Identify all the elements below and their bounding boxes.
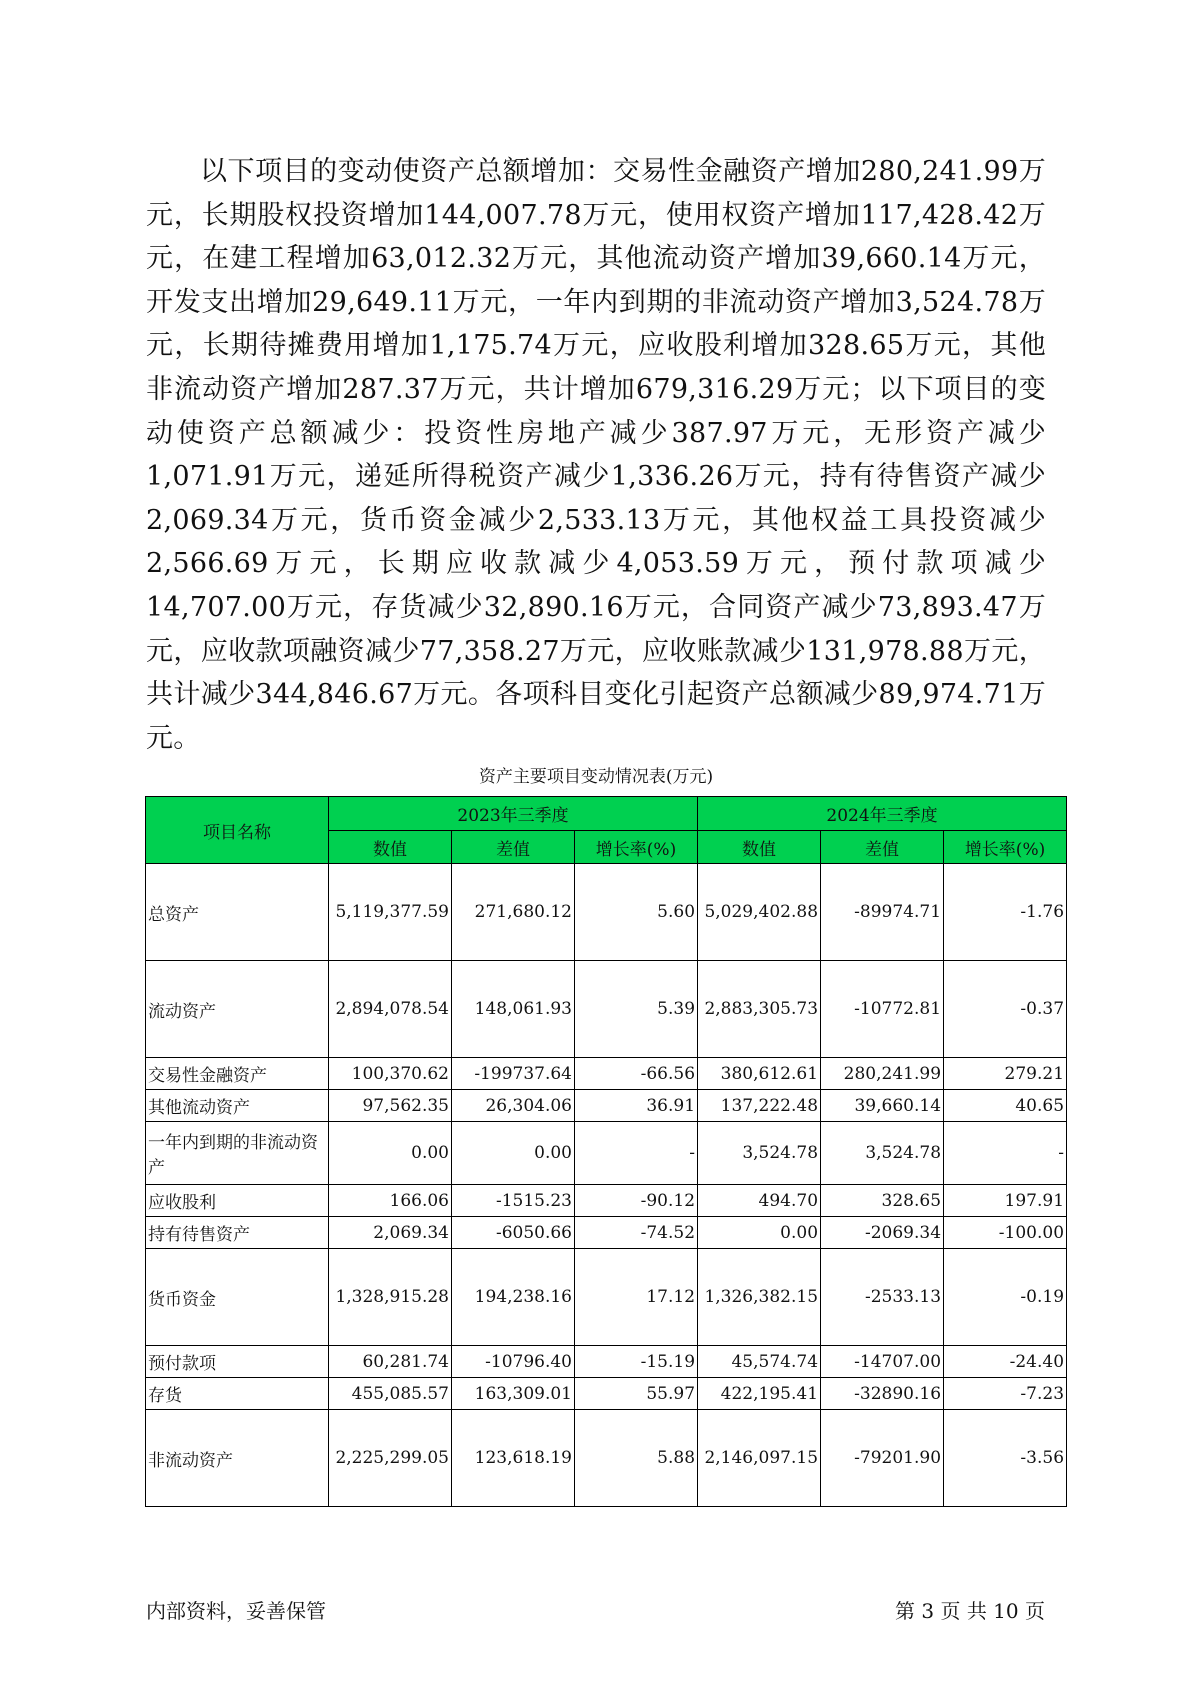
header-period-2023: 2023年三季度 <box>329 797 698 831</box>
cell-diff-2024: -14707.00 <box>821 1346 944 1378</box>
table-row <box>146 1217 1067 1249</box>
cell-value-2023: 0.00 <box>329 1122 452 1185</box>
row-label: 应收股利 <box>146 1185 329 1217</box>
cell-diff-2023: 271,680.12 <box>452 864 575 961</box>
table-row <box>146 1185 1067 1217</box>
cell-value-2024: 5,029,402.88 <box>698 864 821 961</box>
header-period-2024: 2024年三季度 <box>698 797 1067 831</box>
asset-change-table <box>145 796 1067 1507</box>
cell-value-2023: 166.06 <box>329 1185 452 1217</box>
cell-rate-2024: 279.21 <box>944 1058 1067 1090</box>
table-row <box>146 1122 1067 1185</box>
cell-diff-2023: -10796.40 <box>452 1346 575 1378</box>
table-row <box>146 1249 1067 1346</box>
cell-diff-2024: -10772.81 <box>821 961 944 1058</box>
body-paragraph: 以下项目的变动使资产总额增加：交易性金融资产增加280,241.99万元，长期股权投资增加144,007.78万元，使用权资产增加117,428.42万元，在建工程增加63,012.32万元，其他流动资产增加39,660.14万元，开发支出增加29,649.11万元，一年内到期的非流动资产增加3,524.78万元，长期待摊费用增加1,175.74万元，应收股利增加328.65万元，其他非流动资产增加287.37万元，共计增加679,316.29万元；以下项目的变动使资产总额减少：投资性房地产减少387.97万元，无形资产减少1,071.91万元，递延所得税资产减少1,336.26万元，持有待售资产减少2,069.34万元，货币资金减少2,533.13万元，其他权益工具投资减少2,566.69万元，长期应收款减少4,053.59万元，预付款项减少14,707.00万元，存货减少32,890.16万元，合同资产减少73,893.47万元，应收款项融资减少77,358.27万元，应收账款减少131,978.88万元，共计减少344,846.67万元。各项科目变化引起资产总额减少89,974.71万元。 <box>146 156 1046 754</box>
header-diff-2024: 差值 <box>821 831 944 864</box>
cell-diff-2023: 148,061.93 <box>452 961 575 1058</box>
cell-value-2023: 2,225,299.05 <box>329 1410 452 1507</box>
header-rate-2024: 增长率(%) <box>944 831 1067 864</box>
row-label: 货币资金 <box>146 1249 329 1346</box>
header-value-2023: 数值 <box>329 831 452 864</box>
cell-value-2023: 2,069.34 <box>329 1217 452 1249</box>
cell-diff-2023: -199737.64 <box>452 1058 575 1090</box>
row-label: 预付款项 <box>146 1346 329 1378</box>
cell-rate-2024: -7.23 <box>944 1378 1067 1410</box>
cell-rate-2024: 40.65 <box>944 1090 1067 1122</box>
cell-diff-2024: -2533.13 <box>821 1249 944 1346</box>
table-row <box>146 1410 1067 1507</box>
cell-diff-2024: -89974.71 <box>821 864 944 961</box>
cell-value-2023: 2,894,078.54 <box>329 961 452 1058</box>
cell-diff-2024: 280,241.99 <box>821 1058 944 1090</box>
cell-rate-2023: - <box>575 1122 698 1185</box>
cell-rate-2023: 17.12 <box>575 1249 698 1346</box>
cell-value-2023: 455,085.57 <box>329 1378 452 1410</box>
cell-rate-2024: -0.37 <box>944 961 1067 1058</box>
table-row <box>146 1346 1067 1378</box>
cell-rate-2023: 5.60 <box>575 864 698 961</box>
footer-confidential-note: 内部资料，妥善保管 <box>146 1599 326 1623</box>
cell-diff-2024: 3,524.78 <box>821 1122 944 1185</box>
cell-value-2024: 2,883,305.73 <box>698 961 821 1058</box>
cell-value-2024: 2,146,097.15 <box>698 1410 821 1507</box>
cell-diff-2024: 39,660.14 <box>821 1090 944 1122</box>
cell-value-2024: 0.00 <box>698 1217 821 1249</box>
cell-rate-2023: -66.56 <box>575 1058 698 1090</box>
cell-rate-2023: 5.39 <box>575 961 698 1058</box>
cell-diff-2023: -6050.66 <box>452 1217 575 1249</box>
cell-rate-2024: -0.19 <box>944 1249 1067 1346</box>
cell-diff-2023: 26,304.06 <box>452 1090 575 1122</box>
cell-value-2023: 97,562.35 <box>329 1090 452 1122</box>
row-label: 流动资产 <box>146 961 329 1058</box>
header-item-name: 项目名称 <box>146 797 329 864</box>
header-diff-2023: 差值 <box>452 831 575 864</box>
cell-rate-2024: -100.00 <box>944 1217 1067 1249</box>
table-row <box>146 864 1067 961</box>
cell-value-2024: 3,524.78 <box>698 1122 821 1185</box>
cell-rate-2023: -74.52 <box>575 1217 698 1249</box>
row-label: 其他流动资产 <box>146 1090 329 1122</box>
cell-value-2024: 1,326,382.15 <box>698 1249 821 1346</box>
cell-value-2024: 494.70 <box>698 1185 821 1217</box>
header-rate-2023: 增长率(%) <box>575 831 698 864</box>
table-row <box>146 961 1067 1058</box>
cell-rate-2024: -1.76 <box>944 864 1067 961</box>
table-row <box>146 1378 1067 1410</box>
cell-value-2023: 5,119,377.59 <box>329 864 452 961</box>
cell-rate-2024: -3.56 <box>944 1410 1067 1507</box>
cell-rate-2023: -90.12 <box>575 1185 698 1217</box>
cell-rate-2024: - <box>944 1122 1067 1185</box>
header-value-2024: 数值 <box>698 831 821 864</box>
table-row <box>146 1090 1067 1122</box>
cell-rate-2024: 197.91 <box>944 1185 1067 1217</box>
cell-value-2024: 137,222.48 <box>698 1090 821 1122</box>
cell-rate-2023: 36.91 <box>575 1090 698 1122</box>
cell-diff-2024: -2069.34 <box>821 1217 944 1249</box>
row-label: 交易性金融资产 <box>146 1058 329 1090</box>
row-label: 总资产 <box>146 864 329 961</box>
row-label: 存货 <box>146 1378 329 1410</box>
cell-rate-2023: 5.88 <box>575 1410 698 1507</box>
cell-rate-2023: 55.97 <box>575 1378 698 1410</box>
cell-rate-2023: -15.19 <box>575 1346 698 1378</box>
row-label: 一年内到期的非流动资产 <box>146 1122 329 1185</box>
cell-value-2023: 60,281.74 <box>329 1346 452 1378</box>
cell-diff-2024: -79201.90 <box>821 1410 944 1507</box>
cell-diff-2023: 163,309.01 <box>452 1378 575 1410</box>
cell-diff-2023: 194,238.16 <box>452 1249 575 1346</box>
row-label: 持有待售资产 <box>146 1217 329 1249</box>
cell-diff-2024: 328.65 <box>821 1185 944 1217</box>
cell-value-2024: 422,195.41 <box>698 1378 821 1410</box>
footer-page-number: 第 3 页 共 10 页 <box>895 1599 1045 1623</box>
cell-rate-2024: -24.40 <box>944 1346 1067 1378</box>
table-row <box>146 1058 1067 1090</box>
cell-value-2024: 45,574.74 <box>698 1346 821 1378</box>
table-caption: 资产主要项目变动情况表(万元) <box>478 767 714 787</box>
cell-diff-2023: -1515.23 <box>452 1185 575 1217</box>
cell-diff-2024: -32890.16 <box>821 1378 944 1410</box>
cell-value-2024: 380,612.61 <box>698 1058 821 1090</box>
cell-diff-2023: 123,618.19 <box>452 1410 575 1507</box>
cell-value-2023: 100,370.62 <box>329 1058 452 1090</box>
cell-diff-2023: 0.00 <box>452 1122 575 1185</box>
row-label: 非流动资产 <box>146 1410 329 1507</box>
cell-value-2023: 1,328,915.28 <box>329 1249 452 1346</box>
